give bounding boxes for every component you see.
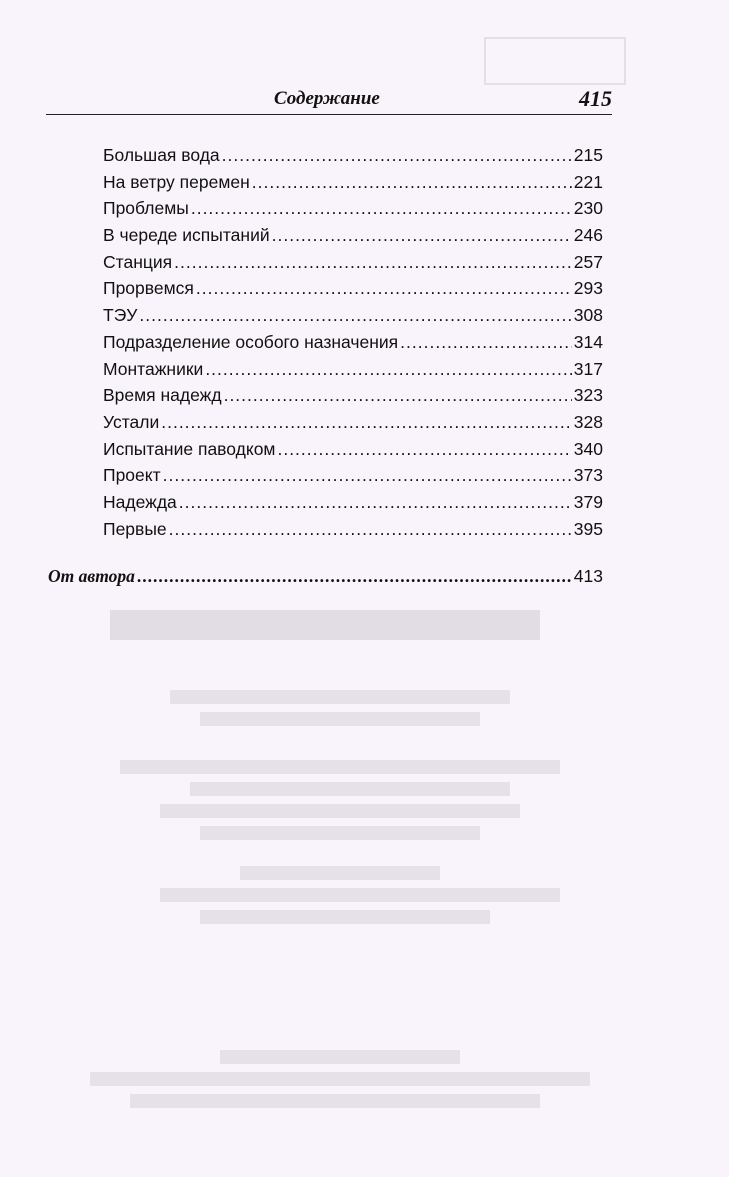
toc-entry-title: В череде испытаний [103,225,270,246]
toc-entry-page: 215 [573,145,603,165]
toc-entry-page: 340 [573,438,603,459]
toc-entry [103,252,603,279]
toc-entry [103,278,603,305]
toc-entry [103,439,603,466]
toc-leader-dots [252,172,572,193]
toc-entry [103,332,603,359]
toc-leader-dots [137,566,572,587]
toc-entry [103,465,603,492]
toc-entry-title: Монтажники [103,358,204,379]
author-entry-title: От автора [48,566,135,586]
toc-entry-page: 317 [573,358,603,379]
toc-entry [103,492,603,519]
toc-entry [103,145,603,172]
toc-entry-page: 257 [573,251,603,272]
toc-leader-dots [174,252,572,273]
toc-leader-dots [224,385,572,406]
toc-entry [103,225,603,252]
table-of-contents [103,145,603,545]
toc-leader-dots [139,305,571,326]
toc-entry-page: 230 [573,198,603,219]
toc-leader-dots [196,278,572,299]
toc-entry-title: Надежда [103,491,177,512]
toc-entry-title: Время надежд [103,385,222,406]
toc-entry-title: Большая вода [103,145,220,165]
toc-entry [103,385,603,412]
toc-leader-dots [163,465,572,486]
toc-leader-dots [161,412,572,433]
running-header [46,88,612,115]
toc-author-entry [48,566,603,587]
toc-entry-title: Испытание паводком [103,438,276,459]
toc-leader-dots [272,225,572,246]
toc-entry-page: 314 [573,331,603,352]
toc-entry-page: 379 [573,491,603,512]
toc-entry-title: Подразделение особого назначения [103,331,399,352]
page-number: 415 [579,86,612,111]
toc-entry-page: 328 [573,411,603,432]
toc-entry-title: Устали [103,411,160,432]
toc-entry-title: Проект [103,465,161,486]
toc-entry-title: Первые [103,518,167,539]
toc-entry [103,412,603,439]
toc-entry-page: 221 [573,171,603,192]
toc-entry [103,305,603,332]
toc-entry [103,172,603,199]
toc-entry-title: Прорвемся [103,278,194,299]
toc-leader-dots [400,332,572,353]
toc-leader-dots [277,439,571,460]
toc-entry-page: 323 [573,385,603,406]
toc-leader-dots [222,145,572,166]
toc-entry-title: Проблемы [103,198,189,219]
toc-entry-page: 373 [573,465,603,486]
toc-leader-dots [205,359,571,380]
toc-leader-dots [169,519,572,540]
toc-entry [103,519,603,546]
toc-leader-dots [191,198,572,219]
running-header-title: Содержание [274,88,380,109]
toc-entry-page: 395 [573,518,603,539]
toc-entry [103,359,603,386]
toc-entry-page: 246 [573,225,603,246]
toc-leader-dots [179,492,572,513]
author-entry-page: 413 [573,566,603,586]
toc-entry-page: 308 [573,305,603,326]
toc-entry-title: ТЭУ [103,305,138,326]
toc-entry-title: На ветру перемен [103,171,250,192]
toc-entry-title: Станция [103,251,173,272]
toc-entry [103,198,603,225]
toc-entry-page: 293 [573,278,603,299]
